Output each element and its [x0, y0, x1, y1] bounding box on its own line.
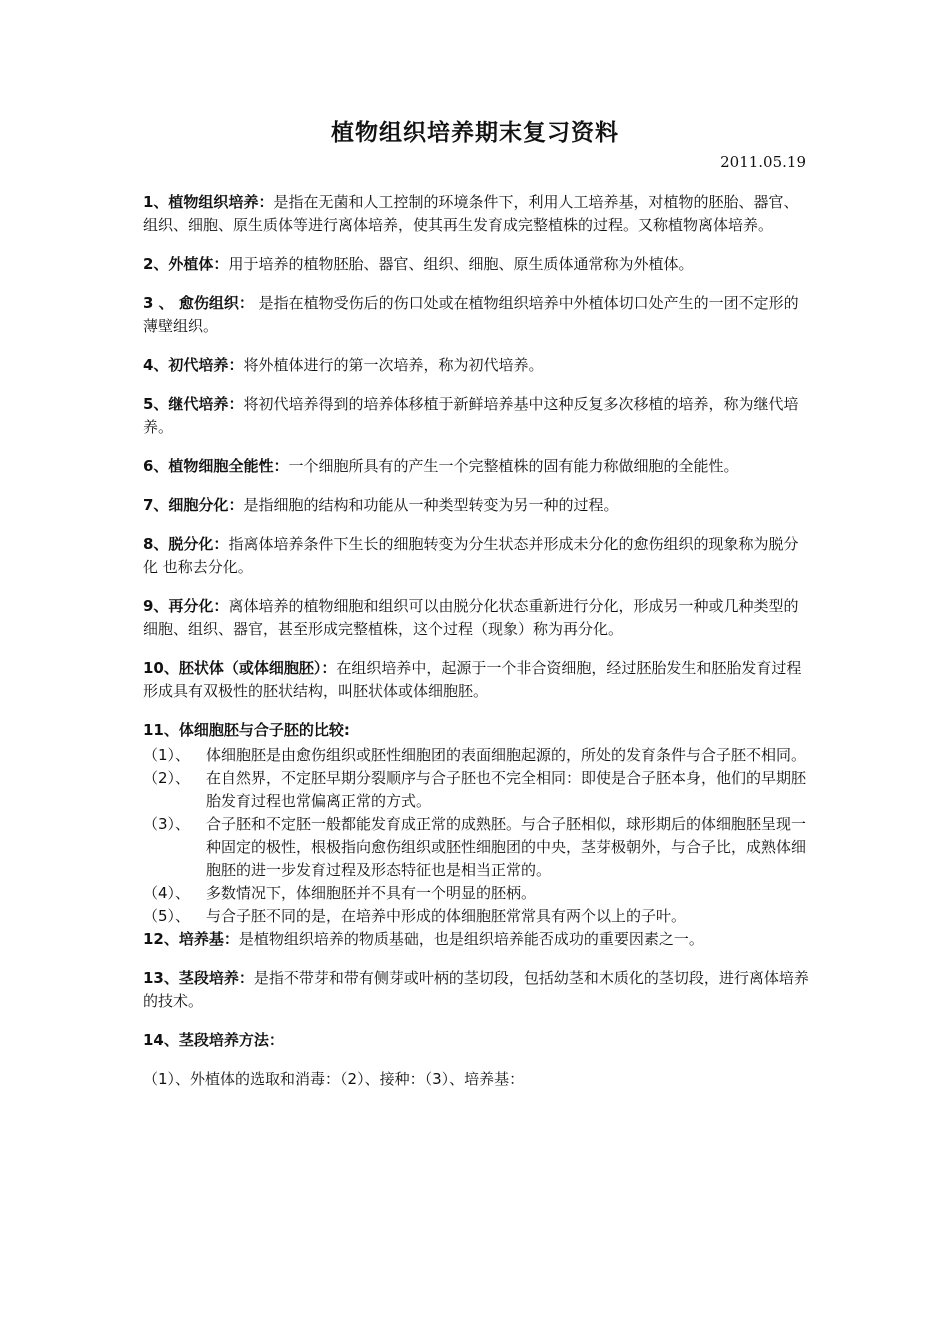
term-label: 12、培养基：	[143, 930, 239, 948]
term-label: 1、植物组织培养：	[143, 193, 274, 211]
term-label: 7、细胞分化：	[143, 496, 244, 514]
definition-paragraph	[143, 595, 809, 641]
comparison-point	[143, 744, 809, 767]
point-text: 在自然界，不定胚早期分裂顺序与合子胚也不完全相同：即使是合子胚本身，他们的早期胚胎发育过程也常偏离正常的方式。	[206, 769, 807, 810]
term-label: 4、初代培养：	[143, 356, 244, 374]
definition-text: 是指不带芽和带有侧芽或叶柄的茎切段，包括幼茎和木质化的茎切段，进行离体培养的技术。	[143, 969, 809, 1010]
term-label: 10、胚状体（或体细胞胚）：	[143, 659, 337, 677]
definition-text: 指离体培养条件下生长的细胞转变为分生状态并形成未分化的愈伤组织的现象称为脱分化 也称去分化。	[143, 535, 799, 576]
definition-paragraph	[143, 533, 809, 579]
term-label: 13、茎段培养：	[143, 969, 254, 987]
term-label: 14、茎段培养方法：	[143, 1031, 284, 1049]
document-body	[143, 191, 809, 1107]
point-number: （3）、	[143, 815, 191, 833]
point-text: 合子胚和不定胚一般都能发育成正常的成熟胚。与合子胚相似，球形期后的体细胞胚呈现一种固定的极性，根极指向愈伤组织或胚性细胞团的中央，茎芽极朝外，与合子比，成熟体细胞胚的进一步发育过程及形态特征也是相当正常的。	[206, 815, 807, 879]
point-number: （5）、	[143, 907, 191, 925]
definition-paragraph	[143, 191, 809, 237]
comparison-point	[143, 905, 809, 928]
definition-text: 用于培养的植物胚胎、器官、组织、细胞、原生质体通常称为外植体。	[228, 255, 694, 273]
term-label: 2、外植体：	[143, 255, 229, 273]
definition-paragraph	[143, 1029, 809, 1052]
point-number: （4）、	[143, 884, 191, 902]
definition-paragraph	[143, 354, 809, 377]
document-date: 2011.05.19	[720, 153, 806, 171]
methods-line: （1）、外植体的选取和消毒：（2）、接种：（3）、培养基：	[143, 1070, 525, 1088]
term-label: 6、植物细胞全能性：	[143, 457, 289, 475]
comparison-point	[143, 813, 809, 882]
comparison-point	[143, 882, 809, 905]
definition-paragraph	[143, 928, 809, 951]
definition-text: 是指在无菌和人工控制的环境条件下，利用人工培养基，对植物的胚胎、器官、组织、细胞、原生质体等进行离体培养，使其再生发育成完整植株的过程。又称植物离体培养。	[143, 193, 799, 234]
definition-paragraph	[143, 657, 809, 703]
definition-paragraph	[143, 393, 809, 439]
definition-text: 将初代培养得到的培养体移植于新鲜培养基中这种反复多次移植的培养，称为继代培养。	[143, 395, 799, 436]
definition-text: 是植物组织培养的物质基础，也是组织培养能否成功的重要因素之一。	[238, 930, 704, 948]
definition-text: 离体培养的植物细胞和组织可以由脱分化状态重新进行分化，形成另一种或几种类型的细胞、组织、器官，甚至形成完整植株，这个过程（现象）称为再分化。	[143, 597, 799, 638]
document-title: 植物组织培养期末复习资料	[331, 120, 619, 146]
definition-paragraph	[143, 292, 809, 338]
definition-text: 在组织培养中，起源于一个非合资细胞，经过胚胎发生和胚胎发育过程形成具有双极性的胚状结构，叫胚状体或体细胞胚。	[143, 659, 802, 700]
comparison-point	[143, 767, 809, 813]
term-label: 3 、 愈伤组织：	[143, 294, 254, 312]
definition-text: 是指在植物受伤后的伤口处或在植物组织培养中外植体切口处产生的一团不定形的薄壁组织。	[143, 294, 799, 335]
point-number: （1）、	[143, 746, 191, 764]
term-label: 8、脱分化：	[143, 535, 229, 553]
point-text: 多数情况下，体细胞胚并不具有一个明显的胚柄。	[206, 884, 537, 902]
term-label: 9、再分化：	[143, 597, 229, 615]
point-text: 体细胞胚是由愈伤组织或胚性细胞团的表面细胞起源的，所处的发育条件与合子胚不相同。	[206, 746, 807, 764]
point-text: 与合子胚不同的是，在培养中形成的体细胞胚常常具有两个以上的子叶。	[206, 907, 687, 925]
definition-text: 将外植体进行的第一次培养，称为初代培养。	[243, 356, 544, 374]
definition-text: 一个细胞所具有的产生一个完整植株的固有能力称做细胞的全能性。	[288, 457, 739, 475]
definition-paragraph	[143, 494, 809, 517]
comparison-heading: 11、体细胞胚与合子胚的比较:	[143, 721, 350, 739]
definition-paragraph	[143, 455, 809, 478]
term-label: 5、继代培养：	[143, 395, 244, 413]
point-number: （2）、	[143, 769, 191, 787]
definition-paragraph	[143, 967, 809, 1013]
definition-text: 是指细胞的结构和功能从一种类型转变为另一种的过程。	[243, 496, 619, 514]
definition-paragraph	[143, 253, 809, 276]
